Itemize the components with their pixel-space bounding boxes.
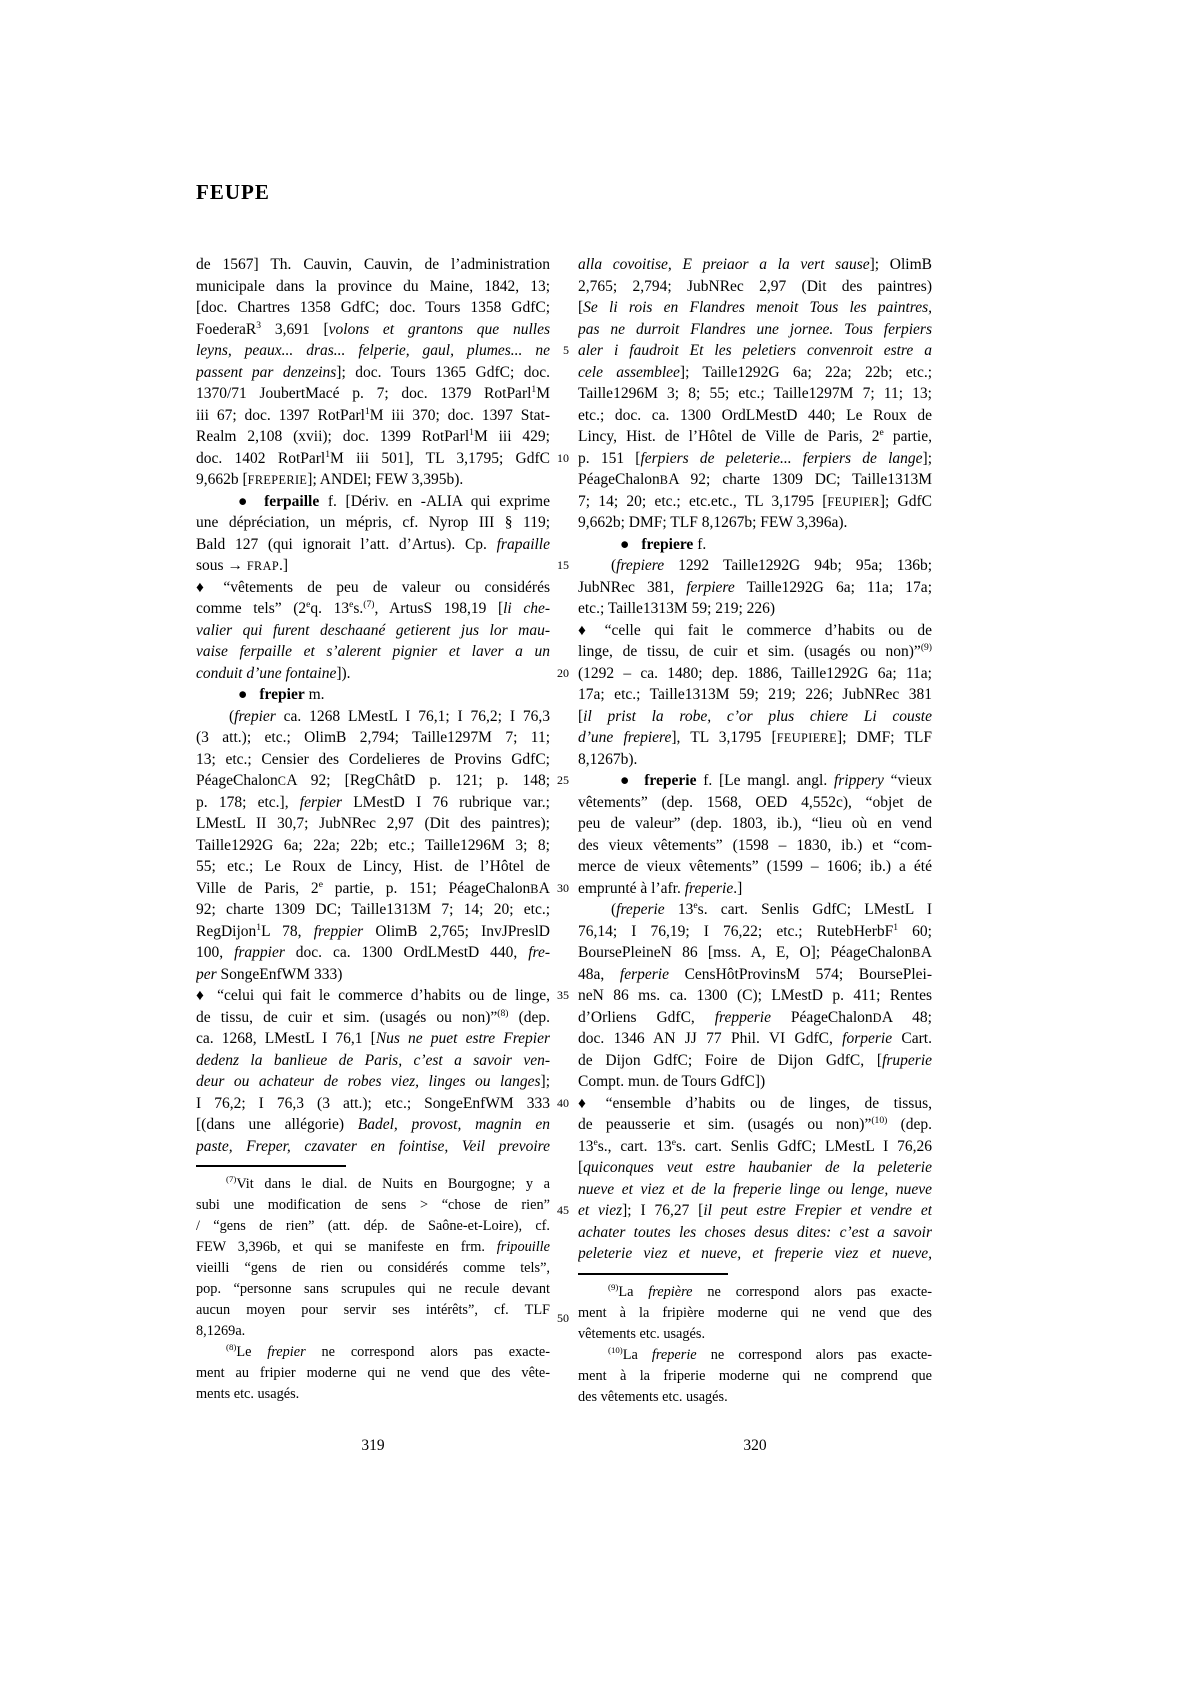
footnote-line: aucun moyen pour servir ses intérêts”, cf. TLF — [196, 1302, 550, 1318]
text-line: (freperie 13es. cart. Senlis GdfC; LMestL I — [611, 899, 932, 918]
text-line: 17a; etc.; Taille1313M 59; 219; 226; JubNRec 381 — [578, 686, 932, 703]
text-line: 48a, ferperie CensHôtProvinsM 574; BoursePlei- — [578, 965, 932, 983]
text-line: d’une frepiere], TL 3,1795 [FEUPIERE]; DMF; TLF — [578, 729, 932, 746]
text-line: ● frepiere f. — [620, 535, 707, 553]
text-line: iii 67; doc. 1397 RotParl$^1$M iii 370; doc. 1397 Stat- — [196, 405, 550, 424]
text-line: deur ou achateur de robes viez, linges ou langes]; — [196, 1073, 550, 1090]
text-line: Ville de Paris, 2e partie, p. 151; PéageChalonBA — [196, 878, 550, 897]
text-line: municipale dans la province du Maine, 1842, 13; — [196, 277, 550, 295]
text-line: 9,662b [FREPERIE]; ANDEl; FEW 3,395b). — [196, 471, 464, 488]
text-line: d’Orliens GdfC, frepperie PéageChalonDA 48; — [578, 1008, 932, 1026]
text-line: ● ferpaille f. [Dériv. en -ALIA qui exprime — [238, 492, 550, 510]
footnote-line: / “gens de rien” (att. dép. de Saône-et-Loire), cf. — [196, 1218, 550, 1234]
text-line: etc.; Taille1313M 59; 219; 226) — [578, 600, 776, 617]
text-line: per SongeEnfWM 333) — [196, 965, 343, 983]
text-line: [il prist la robe, c’or plus chiere Li couste — [578, 707, 932, 725]
text-line: ♦ “vêtements de peu de valeur ou considérés — [196, 578, 550, 596]
text-line: alla covoitise, E preiaor a la vert sause]; OlimB — [578, 256, 932, 273]
text-line: doc. 1346 AN JJ 77 Phil. VI GdfC, forperie Cart. — [578, 1030, 932, 1047]
text-line: linge, de tissu, de cuir et sim. (usagés ou non)”$^{(9)}$ — [578, 641, 932, 660]
text-line: 76,14; I 76,19; I 76,22; etc.; RutebHerbF$^1$ 60; — [578, 921, 932, 940]
text-line: cele assemblee]; Taille1292G 6a; 22a; 22b; etc.; — [578, 363, 932, 381]
text-line: p. 178; etc.], ferpier LMestD I 76 rubrique var.; — [196, 793, 550, 811]
text-line: (3 att.); etc.; OlimB 2,794; Taille1297M 7; 11; — [196, 729, 550, 746]
text-line: 8,1267b). — [578, 750, 638, 768]
text-line: [Se li rois en Flandres menoit Tous les paintres, — [578, 299, 932, 316]
footnote-separator — [196, 1165, 346, 1167]
text-line: nueve et viez et de la freperie linge ou lenge, nueve — [578, 1180, 932, 1198]
text-line: et viez]; I 76,27 [il peut estre Frepier et vendre et — [578, 1202, 932, 1219]
line-number: 50 — [557, 1310, 569, 1325]
footnote-line: $^{(9)}$La frepière ne correspond alors pas exacte- — [608, 1281, 932, 1300]
line-numbers — [543, 254, 569, 1354]
text-line: peu de valeur” (dep. 1803, ib.), “lieu où en vend — [578, 815, 932, 832]
footnote-line: subi une modification de sens > “chose de rien” — [196, 1197, 550, 1213]
text-line: vêtements” (dep. 1568, OED 4,552c), “objet de — [578, 793, 932, 811]
text-line: 2,765; 2,794; JubNRec 2,97 (Dit des paintres) — [578, 277, 932, 295]
footnote-line: $^{(7)}$Vit dans le dial. de Nuits en Bourgogne; y a — [226, 1174, 550, 1192]
line-number: 10 — [557, 450, 569, 465]
text-line: peleterie viez et nueve, et freperie viez et nueve, — [578, 1245, 932, 1262]
text-line: 92; charte 1309 DC; Taille1313M 7; 14; 20; etc.; — [196, 901, 550, 918]
text-line: vaise ferpaille et s’alerent pignier et laver a un — [196, 643, 550, 660]
left-column — [196, 254, 550, 1405]
text-line: 7; 14; 20; etc.; etc.etc., TL 3,1795 [FEUPIER]; GdfC — [578, 492, 932, 510]
line-number: 25 — [557, 773, 569, 787]
text-line: JubNRec 381, ferpiere Taille1292G 6a; 11a; 17a; — [578, 578, 932, 596]
text-line: comme tels” (2eq. 13es.$^{(7)}$, ArtusS 198,19 [li che- — [196, 598, 550, 617]
text-line: LMestL II 30,7; JubNRec 2,97 (Dit des paintres); — [196, 815, 550, 832]
footnote-line: vieilli “gens de rien ou considérés comme tels”, — [196, 1260, 550, 1276]
line-number: 35 — [557, 988, 569, 1002]
text-line: FoederaR$^3$ 3,691 [volons et grantons que nulles — [196, 319, 550, 338]
text-line: Bald 127 (qui ignorait l’att. d’Artus). Cp. frapaille — [196, 535, 550, 553]
text-line: une dépréciation, un mépris, cf. Nyrop III § 119; — [196, 514, 550, 531]
text-line: passent par denzeins]; doc. Tours 1365 GdfC; doc. — [196, 363, 550, 381]
page-number-right: 320 — [743, 1437, 767, 1454]
line-number: 20 — [557, 665, 569, 680]
line-number: 30 — [557, 880, 569, 895]
text-line: valier qui furent deschaané getierent jus lor mau- — [196, 621, 550, 639]
text-line: 1370/71 JoubertMacé p. 7; doc. 1379 RotParl$^1$M — [196, 383, 550, 402]
footnote-line: vêtements etc. usagés. — [578, 1325, 706, 1342]
footnote-line: 8,1269a. — [196, 1323, 246, 1339]
text-line: de peausserie et sim. (usagés ou non)”$^{(10)}$ (dep. — [578, 1114, 932, 1133]
text-line: RegDijon$^1$L 78, freppier OlimB 2,765; InvJPreslD — [196, 921, 550, 940]
text-line: ♦ “celui qui fait le commerce d’habits ou de linge, — [196, 987, 550, 1004]
text-line: Lincy, Hist. de l’Hôtel de Ville de Paris, 2e partie, — [578, 426, 932, 445]
page-number-left: 319 — [361, 1437, 385, 1454]
text-line: paste, Freper, czavater en fointise, Veil prevoire — [196, 1137, 550, 1155]
text-line: ● freperie f. [Le mangl. angl. frippery “vieux — [620, 772, 932, 789]
footnote-line: ment au fripier moderne qui ne vend que des vête- — [196, 1365, 550, 1381]
text-line: 100, frappier doc. ca. 1300 OrdLMestD 440, fre- — [196, 944, 550, 961]
footnote-line: FEW 3,396b, et qui se manifeste en frm. fripouille — [196, 1239, 550, 1255]
text-line: conduit d’une fontaine]). — [196, 664, 351, 682]
footnote-separator — [578, 1273, 728, 1275]
text-line: BoursePleineN 86 [mss. A, E, O]; PéageChalonBA — [578, 944, 932, 961]
text-line: [doc. Chartres 1358 GdfC; doc. Tours 1358 GdfC; — [196, 299, 550, 316]
text-line: ca. 1268, LMestL I 76,1 [Nus ne puet estre Frepier — [196, 1030, 550, 1047]
text-line: Taille1292G 6a; 22a; 22b; etc.; Taille1296M 3; 8; — [196, 836, 550, 854]
text-line: [quiconques veut estre haubanier de la peleterie — [578, 1159, 932, 1176]
text-line: dedenz la banlieue de Paris, c’est a savoir ven- — [196, 1051, 550, 1069]
footnote-line: $^{(10)}$La freperie ne correspond alors pas exacte- — [608, 1344, 932, 1363]
footnote-line: pop. “personne sans scrupules qui ne recule devant — [196, 1281, 550, 1297]
text-line: leyns, peaux... dras... felperie, gaul, plumes... ne — [196, 342, 550, 359]
text-line: ● frepier m. — [238, 686, 325, 703]
text-line: aler i faudroit Et les peletiers convenroit estre a — [578, 342, 932, 359]
footnote-line: ment à la fripière moderne qui ne vend que des — [578, 1304, 932, 1321]
text-line: (frepiere 1292 Taille1292G 94b; 95a; 136b; — [611, 557, 932, 574]
footnote-line: ment à la friperie moderne qui ne comprend que — [578, 1367, 932, 1384]
text-line: des vieux vêtements” (1598 – 1830, ib.) et “com- — [578, 836, 932, 854]
text-line: PéageChalonCA 92; [RegChâtD p. 121; p. 148; — [196, 772, 550, 789]
footnote-line: $^{(8)}$Le frepier ne correspond alors pas exacte- — [226, 1342, 550, 1360]
text-line: 13es., cart. 13es. cart. Senlis GdfC; LMestL I 76,26 — [578, 1136, 932, 1155]
right-column — [578, 254, 932, 1408]
text-line: merce de vieux vêtements” (1599 – 1606; ib.) a été — [578, 858, 932, 875]
text-line: neN 86 ms. ca. 1300 (C); LMestD p. 411; Rentes — [578, 987, 932, 1004]
line-number: 15 — [557, 558, 569, 572]
line-number: 40 — [557, 1095, 569, 1110]
text-line: de 1567] Th. Cauvin, Cauvin, de l’administration — [196, 256, 550, 273]
text-line: (1292 – ca. 1480; dep. 1886, Taille1292G 6a; 11a; — [578, 664, 932, 682]
text-line: etc.; doc. ca. 1300 OrdLMestD 440; Le Roux de — [578, 406, 932, 424]
text-line: [(dans une allégorie) Badel, provost, magnin en — [196, 1116, 550, 1133]
text-line: I 76,2; I 76,3 (3 att.); etc.; SongeEnfWM 333 — [196, 1094, 550, 1112]
text-line: Compt. mun. de Tours GdfC]) — [578, 1073, 766, 1090]
text-line: 13; etc.; Censier des Cordelieres de Provins GdfC; — [196, 750, 550, 768]
line-number: 5 — [563, 343, 569, 357]
text-line: 9,662b; DMF; TLF 8,1267b; FEW 3,396a). — [578, 514, 848, 531]
text-line: de tissu, de cuir et sim. (usagés ou non)”$^{(8)}$ (dep. — [196, 1007, 550, 1026]
text-line: achater toutes les choses desus dites: c’est a savoir — [578, 1223, 932, 1241]
text-line: Realm 2,108 (xvii); doc. 1399 RotParl$^1$M iii 429; — [196, 426, 550, 445]
line-number: 45 — [557, 1203, 569, 1217]
text-line: sous → FRAP.] — [196, 557, 289, 574]
text-line: pas ne durroit Flandres une jornee. Tous ferpiers — [578, 320, 932, 338]
footnote-line: des vêtements etc. usagés. — [578, 1388, 728, 1405]
text-line: PéageChalonBA 92; charte 1309 DC; Taille1313M — [578, 471, 932, 488]
text-line: 55; etc.; Le Roux de Lincy, Hist. de l’Hôtel de — [196, 858, 550, 875]
text-line: de Dijon GdfC; Foire de Dijon GdfC, [fruperie — [578, 1051, 932, 1069]
running-head: FEUPE — [196, 180, 270, 204]
text-line: p. 151 [ferpiers de peleterie... ferpiers de lange]; — [578, 449, 932, 467]
text-line: doc. 1402 RotParl$^1$M iii 501], TL 3,1795; GdfC — [196, 448, 550, 467]
text-line: ♦ “ensemble d’habits ou de linges, de tissus, — [578, 1094, 932, 1112]
text-line: Taille1296M 3; 8; 55; etc.; Taille1297M 7; 11; 13; — [578, 385, 932, 402]
text-line: ♦ “celle qui fait le commerce d’habits ou de — [578, 621, 932, 639]
text-line: (frepier ca. 1268 LMestL I 76,1; I 76,2; I 76,3 — [229, 707, 550, 725]
text-line: emprunté à l’afr. freperie.] — [578, 879, 743, 897]
footnote-line: ments etc. usagés. — [196, 1386, 300, 1402]
